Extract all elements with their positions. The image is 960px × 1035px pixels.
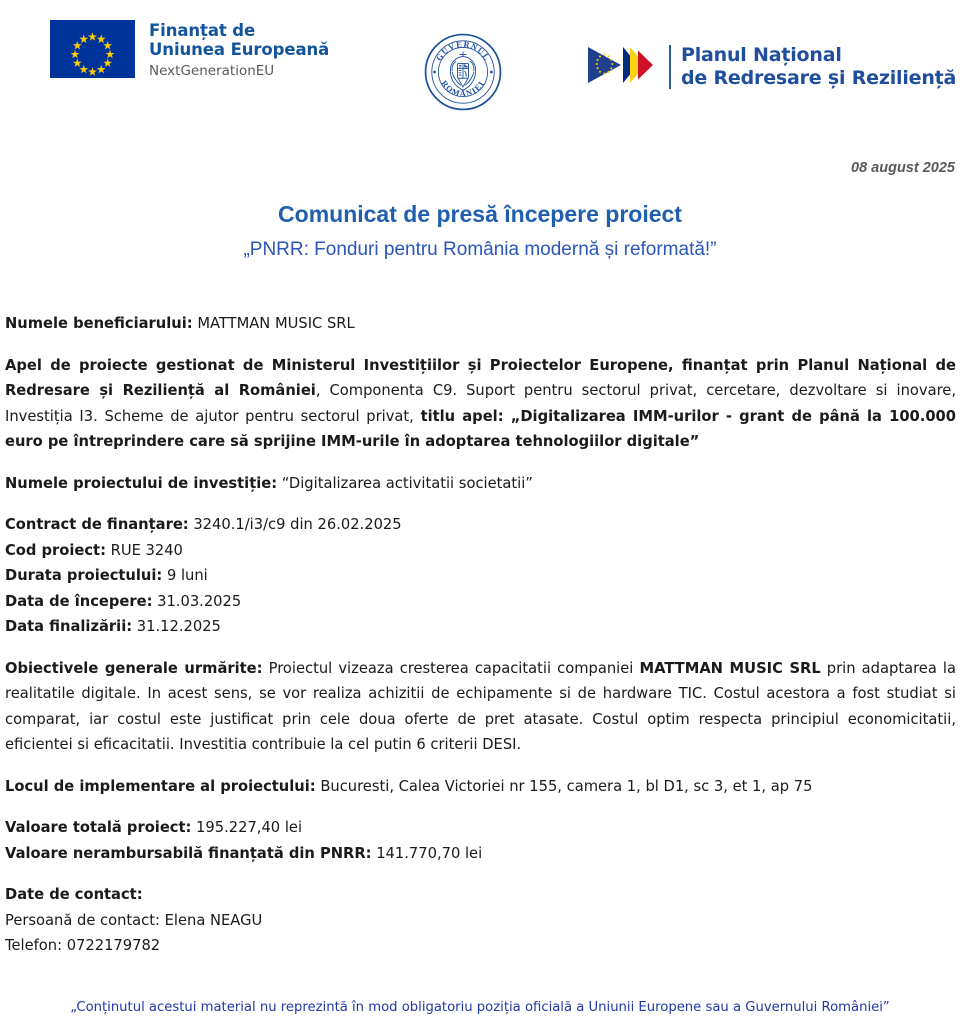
pnrr-logo-text xyxy=(681,44,956,89)
european-union-flag-icon xyxy=(50,20,135,78)
pnrr-title-line2: de Redresare și Reziliență xyxy=(681,66,957,89)
eu-stars-svg xyxy=(50,20,135,78)
code-value: RUE 3240 xyxy=(105,541,183,559)
pnrr-logo xyxy=(588,44,956,89)
total-value-line xyxy=(5,815,956,841)
duration-label: Durata proiectului: xyxy=(5,567,163,584)
pnrr-divider xyxy=(669,45,671,89)
call-paragraph xyxy=(5,353,956,455)
beneficiary-label: Numele beneficiarului: xyxy=(5,315,193,332)
contact-label: Date de contact: xyxy=(5,886,143,903)
contract-value: 3240.1/i3/c9 din 26.02.2025 xyxy=(188,516,402,533)
end-date-label: Data finalizării: xyxy=(5,618,133,635)
grant-value-value: 141.770,70 lei xyxy=(371,844,483,862)
location-label: Locul de implementare al proiectului: xyxy=(5,777,316,795)
page-subtitle: „PNRR: Fonduri pentru România modernă și reformată!” xyxy=(243,239,717,260)
call-part1: Apel de proiecte gestionat de Ministerul Investițiilor și Proiectelor Europene, finanțat prin Planul Național de Redresare și Reziliență al României xyxy=(5,356,956,399)
footer-disclaimer: „Conținutul acestui material nu reprezintă în mod obligatoriu poziția oficială a Uniunii Europene sau a Guvernului României” xyxy=(70,1000,890,1015)
code-line xyxy=(5,538,956,564)
eu-funding-logo xyxy=(50,20,329,80)
pnrr-arrows-svg xyxy=(588,45,660,85)
page-title: Comunicat de presă începere proiect xyxy=(278,201,682,227)
contact-person-line: Persoană de contact: Elena NEAGU xyxy=(5,911,263,929)
contract-label: Contract de finanțare: xyxy=(5,516,189,533)
contract-details-group xyxy=(5,512,956,640)
eu-logo-title-line2: Uniunea Europeană xyxy=(149,40,330,59)
objectives-label: Obiectivele generale urmărite: xyxy=(5,659,263,677)
call-part3: titlu apel: „Digitalizarea IMM-urilor - grant de până la 100.000 euro pe întreprindere care să sprijine IMM-urile în adoptarea tehnologiilor digitale” xyxy=(5,407,956,450)
eu-logo-subtitle: NextGenerationEU xyxy=(149,63,275,79)
pnrr-title-line1: Planul Național xyxy=(681,44,842,66)
start-date-line xyxy=(5,589,956,615)
svg-text:GUVERNUL xyxy=(434,40,492,63)
duration-line xyxy=(5,563,956,589)
contact-group xyxy=(5,882,956,959)
title-block xyxy=(0,200,960,262)
project-name-value: “Digitalizarea activitatii societatii” xyxy=(277,474,533,492)
beneficiary-value: MATTMAN MUSIC SRL xyxy=(192,315,355,332)
seal-text-top: GUVERNUL xyxy=(434,39,492,63)
government-of-romania-seal-icon xyxy=(424,33,502,111)
svg-text:ROMÂNIEI xyxy=(439,79,486,98)
objectives-paragraph xyxy=(5,656,956,758)
objectives-part1: Proiectul vizeaza cresterea capacitatii companiei xyxy=(262,659,640,677)
start-date-value: 31.03.2025 xyxy=(152,592,242,610)
logo-header-bar xyxy=(0,0,960,125)
contact-label-line xyxy=(5,882,956,908)
eu-logo-title-line1: Finanțat de xyxy=(149,21,256,40)
spacer xyxy=(5,640,956,656)
document-body xyxy=(5,311,956,959)
grant-value-line xyxy=(5,841,956,867)
contact-phone-line: Telefon: 0722179782 xyxy=(5,937,161,954)
objectives-part2: prin adaptarea la realitatile digitale. In acest sens, se vor realiza achizitii de echipamente si de hardware TIC. Costul acestora a fost studiat si comparat, iar costul este justificat prin cele doua oferte de pret atasate. Costul optim respecta principiul economicitatii, eficientei si eficacitatii. Investitia contribuie la cel putin 6 criterii DESI. xyxy=(5,659,957,753)
start-date-label: Data de începere: xyxy=(5,592,153,610)
total-value-value: 195.227,40 lei xyxy=(191,819,303,836)
beneficiary-paragraph xyxy=(5,311,956,337)
duration-value: 9 luni xyxy=(162,567,208,584)
project-name-label: Numele proiectului de investiție: xyxy=(5,474,278,492)
contract-line xyxy=(5,512,956,538)
values-group xyxy=(5,815,956,866)
gov-seal-svg xyxy=(424,33,502,111)
eu-logo-text xyxy=(149,20,329,80)
call-part2: , Componenta C9. Suport pentru sectorul privat, cercetare, dezvoltare si inovare, Investiția I3. Scheme de ajutor pentru sectorul privat, xyxy=(5,382,956,425)
end-date-line xyxy=(5,614,956,640)
code-label: Cod proiect: xyxy=(5,541,106,559)
pnrr-arrows-icon xyxy=(588,45,660,89)
total-value-label: Valoare totală proiect: xyxy=(5,819,192,836)
spacer-2 xyxy=(5,866,956,882)
seal-text-bottom: ROMÂNIEI xyxy=(439,78,487,99)
grant-value-label: Valoare nerambursabilă finanțată din PNRR: xyxy=(5,844,372,862)
location-paragraph xyxy=(5,774,956,800)
document-date: 08 august 2025 xyxy=(851,160,955,176)
end-date-value: 31.12.2025 xyxy=(132,618,221,635)
location-value: Bucuresti, Calea Victoriei nr 155, camera 1, bl D1, sc 3, et 1, ap 75 xyxy=(315,777,813,795)
project-name-paragraph xyxy=(5,471,956,497)
objectives-company: MATTMAN MUSIC SRL xyxy=(639,659,821,677)
